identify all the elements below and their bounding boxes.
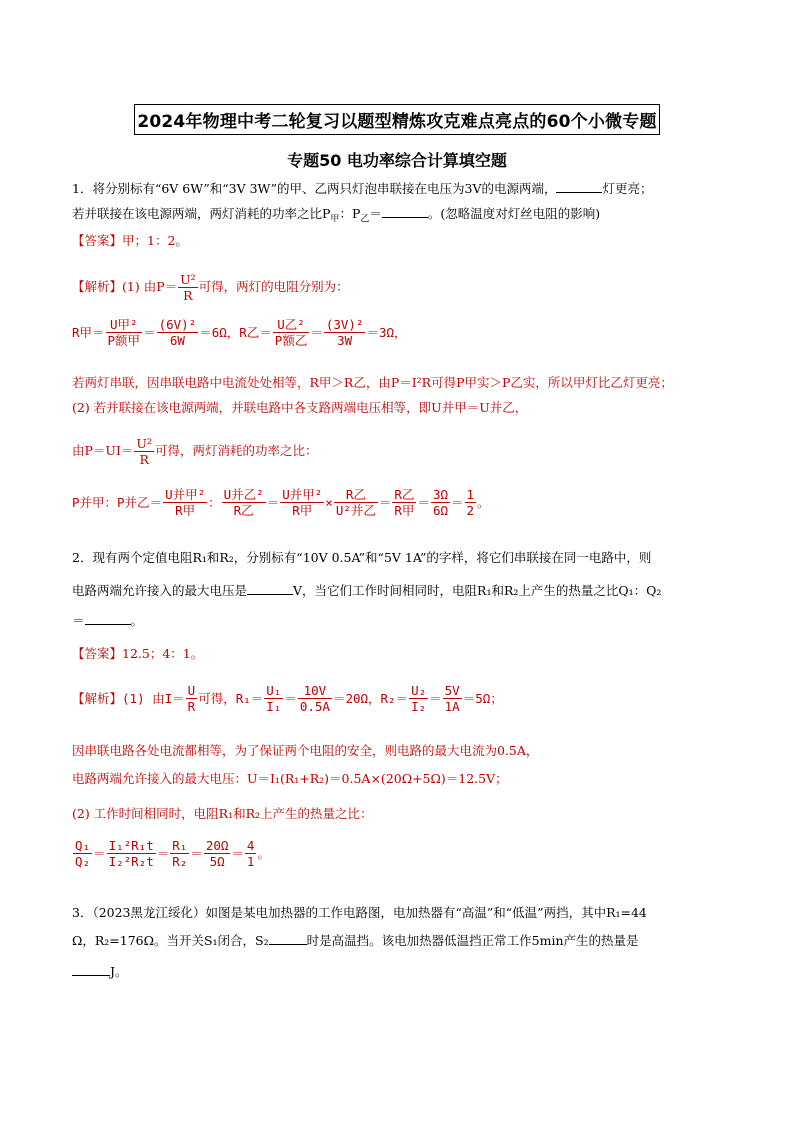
frac-den: 1 — [246, 854, 255, 869]
eq-text: ： — [208, 494, 221, 510]
frac-num: 10V — [298, 683, 332, 699]
answer-text: 12.5；4：1。 — [122, 646, 204, 661]
eq-text: 。 — [477, 494, 490, 510]
q1-series-text: 若两灯串联，因串联电路中电流处处相等，R甲＞R乙，由P＝I²R可得P甲实＞P乙实，所以甲灯比乙灯更亮； — [72, 375, 673, 390]
frac-num: U₁ — [266, 683, 282, 698]
q2-voltage-text: 电路两端允许接入的最大电压：U＝I₁(R₁+R₂)＝0.5A×(20Ω+5Ω)＝12.5V； — [72, 771, 508, 786]
q2-stem-line3 — [72, 612, 143, 630]
fraction — [204, 838, 231, 869]
frac-den: 0.5A — [299, 699, 330, 714]
fraction — [280, 487, 324, 518]
eq-text: ＝ — [378, 494, 392, 510]
eq-text: ＝6Ω，R乙＝ — [199, 324, 272, 340]
frac-den: 1A — [444, 699, 460, 714]
q2-answer — [72, 645, 203, 663]
fraction — [163, 487, 207, 518]
topic-title: 专题50 电功率综合计算填空题 — [287, 151, 507, 170]
frac-num: 4 — [246, 838, 255, 853]
q1-sub: 甲 — [330, 214, 340, 225]
frac-num: U² — [136, 436, 152, 451]
q1-analysis-1 — [72, 272, 349, 303]
q2-stem-line1: 2．现有两个定值电阻R₁和R₂，分别标有“10V 0.5A”和“5V 1A”的字样，将它们串联接在同一电路中，则 — [72, 550, 652, 565]
q2-heat-ratio-eq: $\frac{\text{Q₁}}{\text{Q₂}}$ ＝ $\frac{\text{I₁²R₁t}}{\text{I₂²R₂t}}$ ＝ $\frac{\text{R₁}}{\text{R₂}}$ ＝ $\frac{20\Omega}{5\Omega}$ ＝ $\frac{4}{1}$ 。 — [75, 838, 270, 869]
frac-num: U甲² — [106, 317, 143, 333]
q1-answer — [72, 232, 188, 250]
frac-den: R₂ — [172, 854, 188, 869]
eq-text: ＝ — [143, 324, 156, 340]
q3-text: J。 — [110, 964, 128, 979]
frac-num: I₁²R₁t — [108, 838, 154, 853]
q2-current-text: 因串联电路各处电流都相等，为了保证两个电阻的安全，则电路的最大电流为0.5A， — [72, 743, 539, 758]
fraction — [273, 317, 310, 348]
analysis-text: 可得，两灯消耗的功率之比： — [154, 443, 318, 458]
q3-stem-line1: 3．（2023黑龙江绥化）如图是某电加热器的工作电路图，电加热器有“高温”和“低温”两挡，其中R₁=44 — [72, 905, 647, 920]
eq-text: 。 — [257, 845, 270, 861]
answer-text: 甲；1：2。 — [122, 233, 188, 248]
frac-den: R — [187, 699, 196, 714]
frac-den: U²并乙 — [335, 503, 376, 518]
q1-power-ratio-eq — [72, 487, 490, 518]
frac-num: U并乙² — [223, 487, 264, 502]
fraction — [298, 683, 332, 714]
q1-blank-1[interactable] — [556, 180, 602, 193]
fraction — [170, 838, 189, 869]
frac-den: P额甲 — [107, 333, 141, 348]
analysis-label: 【解析】 — [72, 279, 123, 294]
eq-text: ＝ — [266, 494, 280, 510]
frac-num: U并甲² — [282, 487, 323, 502]
q2-blank-1[interactable] — [247, 582, 293, 595]
q2-blank-2[interactable] — [85, 612, 131, 625]
q2-stem-line2 — [72, 582, 661, 600]
q3-blank-1[interactable] — [269, 932, 307, 945]
frac-den: Q₂ — [75, 854, 91, 869]
q1-text: ＝ — [369, 206, 382, 221]
frac-num: 20Ω — [205, 838, 229, 853]
q3-stem-line3 — [72, 963, 128, 981]
eq-text: ＝ — [310, 324, 323, 340]
fraction — [222, 487, 266, 518]
q1-text: 。(忽略温度对灯丝电阻的影响) — [427, 206, 601, 221]
q3-text: 时是高温挡。该电加热器低温挡正常工作5min产生的热量是 — [306, 933, 639, 948]
frac-num: 1 — [466, 487, 475, 502]
fraction — [324, 317, 366, 348]
q1-text: 若并联接在该电源两端，两灯消耗的功率之比P — [72, 206, 331, 221]
q1-stem-line2 — [72, 205, 600, 229]
fraction — [443, 683, 462, 714]
frac-num: 3Ω — [432, 487, 448, 502]
analysis-label: 【解析】 — [72, 690, 123, 706]
frac-num: U² — [180, 272, 196, 287]
q2-text: V，当它们工作时间相同时，电阻R₁和R₂上产生的热量之比Q₁：Q₂ — [293, 583, 662, 598]
fraction — [73, 838, 92, 869]
q3-stem-line2 — [72, 932, 639, 950]
q1-resistance-eq — [72, 317, 407, 348]
answer-label: 【答案】 — [72, 233, 123, 248]
frac-num: (6V)² — [158, 317, 197, 332]
eq-text: R甲＝ — [72, 324, 105, 340]
frac-num: U₂ — [411, 683, 427, 698]
eq-text: ＝ — [417, 494, 430, 510]
eq-text: ＝ — [451, 494, 464, 510]
answer-label: 【答案】 — [72, 646, 123, 661]
eq-text: × — [325, 494, 333, 510]
fraction — [431, 487, 450, 518]
q2-analysis-1: 【解析】(1) 由I＝ $\frac{U}{R}$ 可得，R₁＝ $\frac{\text{U₁}}{\text{I₁}}$ ＝ $\frac{10V}{0.5A}$ ＝20Ω，R₂＝ $\frac{\text{U₂}}{\text{I₂}}$ ＝ $\frac{5V}{1A}$ ＝5Ω； — [72, 683, 503, 714]
q1-stem-text-tail: 灯更亮； — [602, 181, 653, 196]
frac-den: R甲 — [394, 503, 415, 518]
fraction — [134, 436, 154, 467]
q2-text: ＝ — [72, 613, 85, 628]
q2-text: 。 — [130, 613, 144, 628]
banner-title-wrap — [0, 104, 794, 135]
eq-text: ＝20Ω，R₂＝ — [332, 690, 409, 706]
frac-den: 6W — [169, 333, 185, 348]
fraction — [186, 683, 198, 714]
fraction — [157, 317, 199, 348]
fraction — [465, 487, 477, 518]
frac-den: 5Ω — [209, 854, 225, 869]
frac-den: R — [139, 452, 149, 467]
banner-title: 2024年物理中考二轮复习以题型精炼攻克难点亮点的60个小微专题 — [134, 104, 659, 135]
analysis-text: 由P＝UI＝ — [72, 443, 134, 458]
fraction — [264, 683, 283, 714]
frac-den: R甲 — [292, 503, 313, 518]
frac-den: I₂ — [411, 699, 427, 714]
q3-text: Ω，R₂=176Ω。当开关S₁闭合，S₂ — [72, 933, 269, 948]
q2-text: 电路两端允许接入的最大电压是 — [72, 583, 248, 598]
frac-den: R甲 — [175, 503, 196, 518]
q1-text: ：P — [339, 206, 361, 221]
fraction — [178, 272, 198, 303]
q1-parallel-text: (2) 若并联接在该电源两端，并联电路中各支路两端电压相等，即U并甲＝U并乙， — [72, 400, 528, 415]
frac-num: U乙² — [273, 317, 310, 333]
q2-heat-text: (2) 工作时间相同时，电阻R₁和R₂上产生的热量之比： — [72, 806, 373, 821]
fraction — [392, 487, 416, 518]
frac-den: 2 — [466, 503, 475, 518]
analysis-text: (1) 由P＝ — [122, 279, 178, 294]
q1-blank-2[interactable] — [382, 205, 428, 218]
q1-stem-line1 — [72, 180, 652, 198]
q1-ui-line — [72, 436, 317, 467]
fraction — [334, 487, 378, 518]
frac-den: I₂²R₂t — [108, 854, 154, 869]
fraction — [107, 838, 156, 869]
eq-text: ＝5Ω； — [462, 690, 503, 706]
eq-text: 可得，R₁＝ — [198, 690, 264, 706]
fraction — [245, 838, 257, 869]
frac-den: R乙 — [233, 503, 254, 518]
frac-num: R乙 — [394, 487, 415, 502]
frac-num: R₁ — [172, 838, 188, 853]
frac-den: I₁ — [266, 699, 282, 714]
frac-num: U并甲² — [165, 487, 206, 502]
q1-sub: 乙 — [360, 214, 370, 225]
frac-den: R — [183, 288, 193, 303]
frac-num: U — [187, 683, 196, 698]
frac-den: 6Ω — [432, 503, 448, 518]
eq-text: P并甲：P并乙＝ — [72, 494, 163, 510]
eq-text: (1) 由I＝ — [122, 690, 185, 706]
frac-num: 5V — [444, 683, 460, 698]
frac-den: P额乙 — [274, 333, 308, 348]
fraction — [409, 683, 428, 714]
frac-num: (3V)² — [325, 317, 364, 332]
frac-num: R乙 — [334, 487, 378, 503]
analysis-text: 可得，两灯的电阻分别为： — [198, 279, 349, 294]
eq-text: ＝3Ω， — [366, 324, 407, 340]
frac-den: 3W — [337, 333, 353, 348]
q1-stem-text: 1．将分别标有“6V 6W”和“3V 3W”的甲、乙两只灯泡串联接在电压为3V的电源两端， — [72, 181, 557, 196]
fraction — [106, 317, 143, 348]
frac-num: Q₁ — [75, 838, 91, 853]
q3-blank-2[interactable] — [72, 963, 110, 976]
